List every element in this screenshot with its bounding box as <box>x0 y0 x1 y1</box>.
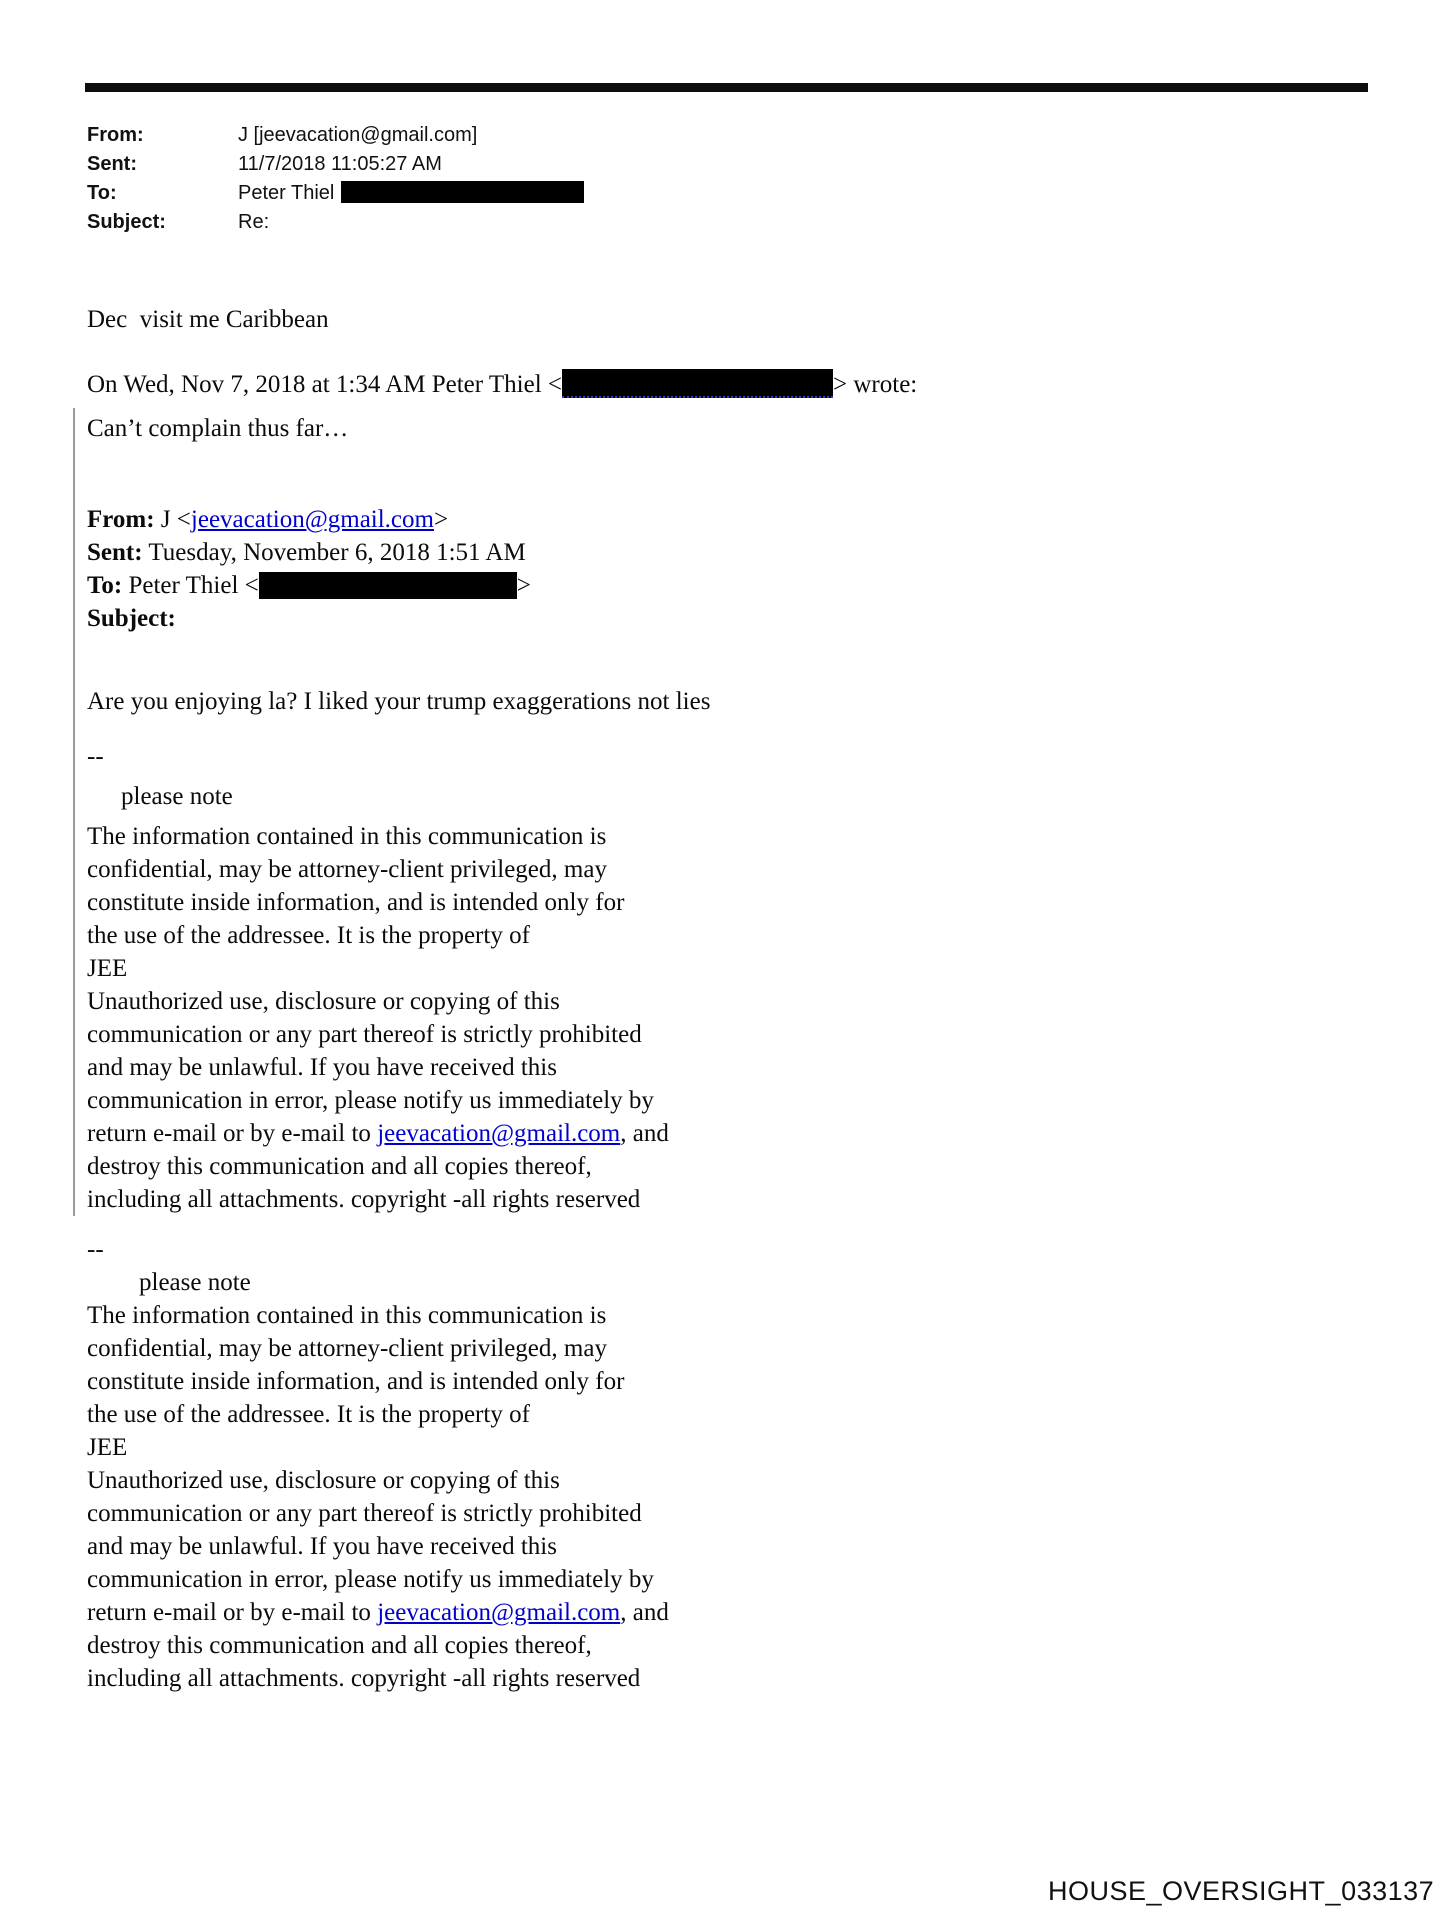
meta-to-label: To: <box>87 182 117 204</box>
meta-row-to <box>87 179 584 208</box>
meta-sent-label: Sent: <box>87 153 137 175</box>
signature-dashes: -- <box>87 1236 104 1263</box>
quoted-to-post: > <box>516 572 531 599</box>
quoted-subject-line <box>87 602 907 635</box>
disclaimer-line: Unauthorized use, disclosure or copying of this <box>87 988 560 1015</box>
disclaimer-line: the use of the addressee. It is the property of <box>87 1401 530 1428</box>
disclaimer-heading: please note <box>139 1269 251 1296</box>
disclaimer-line: The information contained in this communication is <box>87 1302 607 1329</box>
bates-number: HOUSE_OVERSIGHT_033137 <box>1048 1876 1435 1906</box>
disclaimer-link-post: , and <box>620 1120 669 1147</box>
disclaimer-line: JEE <box>87 955 128 982</box>
meta-row-sent <box>87 150 584 179</box>
meta-from-label: From: <box>87 124 144 146</box>
signature-dashes: -- <box>87 743 104 770</box>
redaction-bar <box>562 369 833 398</box>
quoted-from-post: > <box>433 506 449 533</box>
disclaimer-line-with-link <box>87 1596 907 1629</box>
disclaimer-line: confidential, may be attorney-client privileged, may <box>87 1335 607 1362</box>
quoted-to-pre: Peter Thiel < <box>128 572 259 599</box>
meta-row-subject <box>87 208 584 237</box>
quoted-from-label: From: <box>87 506 155 533</box>
disclaimer-line: Unauthorized use, disclosure or copying of this <box>87 1467 560 1494</box>
disclaimer-line: communication or any part thereof is strictly prohibited <box>87 1021 642 1048</box>
disclaimer-line: JEE <box>87 1434 128 1461</box>
meta-subject-value: Re: <box>238 211 270 233</box>
quoted-sent-label: Sent: <box>87 539 143 566</box>
disclaimer-line: constitute inside information, and is intended only for <box>87 889 625 916</box>
disclaimer-heading: please note <box>121 783 233 810</box>
quoted-from-line <box>87 503 907 536</box>
meta-to-value: Peter Thiel <box>238 182 335 204</box>
disclaimer-line: including all attachments. copyright -all rights reserved <box>87 1186 641 1213</box>
quoted-to-line <box>87 569 907 602</box>
disclaimer-line: The information contained in this communication is <box>87 823 607 850</box>
quoted-email-block <box>73 408 907 1216</box>
meta-from-value: J [jeevacation@gmail.com] <box>238 124 478 146</box>
disclaimer-line: confidential, may be attorney-client privileged, may <box>87 856 607 883</box>
quoted-subject-label: Subject: <box>87 605 176 632</box>
quoted-message-line: Are you enjoying la? I liked your trump exaggerations not lies <box>87 688 711 715</box>
disclaimer-line: communication or any part thereof is strictly prohibited <box>87 1500 642 1527</box>
quoted-to-label: To: <box>87 572 123 599</box>
disclaimer-line: communication in error, please notify us immediately by <box>87 1566 654 1593</box>
quoted-opening-line: Can’t complain thus far… <box>87 415 349 442</box>
notify-email-link[interactable]: jeevacation@gmail.com <box>377 1120 621 1147</box>
disclaimer-line: destroy this communication and all copies thereof, <box>87 1153 592 1180</box>
redaction-bar <box>341 181 584 203</box>
meta-row-from <box>87 121 584 150</box>
quoted-from-pre: J < <box>160 506 191 533</box>
disclaimer-line: destroy this communication and all copies thereof, <box>87 1632 592 1659</box>
notify-email-link[interactable]: jeevacation@gmail.com <box>377 1599 621 1626</box>
disclaimer-block <box>87 820 907 1216</box>
disclaimer-link-pre: return e-mail or by e-mail to <box>87 1120 378 1147</box>
header-divider-bar <box>85 83 1368 92</box>
reply-intro-text-post: > wrote: <box>833 371 918 398</box>
quoted-sent-line <box>87 536 907 569</box>
disclaimer-line: including all attachments. copyright -all rights reserved <box>87 1665 641 1692</box>
disclaimer-line: and may be unlawful. If you have received this <box>87 1054 557 1081</box>
reply-intro-line <box>87 368 918 401</box>
disclaimer-line-with-link <box>87 1117 907 1150</box>
redaction-bar <box>259 572 517 599</box>
message-opening-line: Dec visit me Caribbean <box>87 306 329 333</box>
disclaimer-line: constitute inside information, and is intended only for <box>87 1368 625 1395</box>
meta-subject-label: Subject: <box>87 211 166 233</box>
meta-sent-value: 11/7/2018 11:05:27 AM <box>238 153 442 175</box>
sender-email-link[interactable]: jeevacation@gmail.com <box>190 506 434 533</box>
disclaimer-line: the use of the addressee. It is the property of <box>87 922 530 949</box>
reply-intro-text-pre: On Wed, Nov 7, 2018 at 1:34 AM Peter Thiel < <box>87 371 563 398</box>
quoted-sent-value: Tuesday, November 6, 2018 1:51 AM <box>148 539 526 566</box>
disclaimer-block <box>87 1299 907 1695</box>
disclaimer-link-post: , and <box>620 1599 669 1626</box>
email-meta-header <box>87 121 584 237</box>
disclaimer-line: communication in error, please notify us immediately by <box>87 1087 654 1114</box>
email-body <box>87 303 918 1695</box>
disclaimer-link-pre: return e-mail or by e-mail to <box>87 1599 378 1626</box>
disclaimer-line: and may be unlawful. If you have received this <box>87 1533 557 1560</box>
